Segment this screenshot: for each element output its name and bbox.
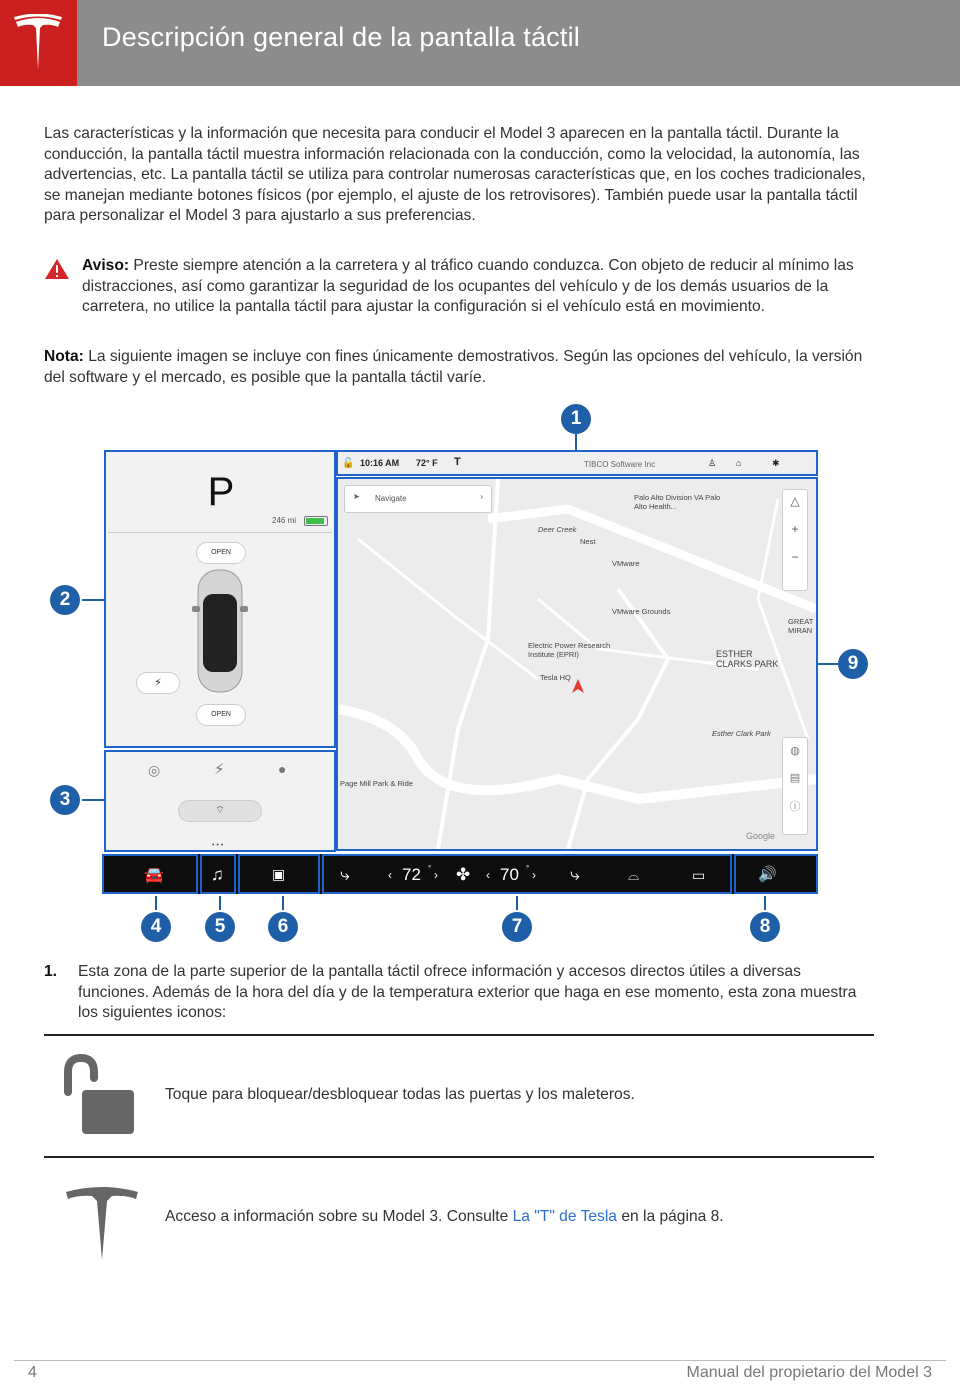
map-label: Tesla HQ bbox=[540, 673, 571, 682]
unlock-icon bbox=[62, 1054, 138, 1136]
map-label: VMware bbox=[612, 559, 640, 568]
homelink-icon: ⌂ bbox=[736, 458, 742, 468]
navigate-arrow-icon: ➤ bbox=[353, 492, 360, 501]
tesla-logo bbox=[0, 0, 77, 86]
music-icon: ♫ bbox=[211, 865, 224, 884]
navigate-label: Navigate bbox=[375, 494, 407, 503]
tesla-t-icon bbox=[64, 1186, 140, 1262]
callout-5: 5 bbox=[205, 912, 235, 942]
map-label: VMware Grounds bbox=[612, 607, 671, 616]
tesla-t-link[interactable]: La "T" de Tesla bbox=[512, 1208, 617, 1225]
warning-block bbox=[44, 256, 874, 318]
note-label: Nota: bbox=[44, 348, 84, 365]
map-label: Electric Power Research Institute (EPRI) bbox=[528, 641, 611, 659]
list-text: Esta zona de la parte superior de la pantalla táctil ofrece información y accesos directos útiles a diversas funciones. Además de la hora del día y de la temperatura exterior que haga en ese momento, esta zona muestra los siguientes iconos: bbox=[78, 963, 857, 1021]
callout-1: 1 bbox=[561, 404, 591, 434]
frunk-open-button: OPEN bbox=[196, 542, 246, 564]
climate-controls: ⤷ ‹ 72 ° › ✤ ‹ 70 ° › ⤷ ⌓ ▭ bbox=[322, 854, 732, 894]
globe-icon: ◍ bbox=[790, 745, 800, 757]
app-launcher-button bbox=[238, 854, 320, 894]
intro-paragraph: Las características y la información que necesita para conducir el Model 3 aparecen en la pantalla táctil. Durante la conducción, la pantalla táctil muestra información relacionada con la conducción, como la velocidad, la autonomía, las advertencias, etc. La pantalla táctil se utiliza para controlar numerosas características que, en los coches tradicionales, se manejan mediante botones físicos (por ejemplo, el ajuste de los retrovisores). También puede usar la pantalla táctil para personalizar el Model 3 para ajustarlo a sus preferencias. bbox=[44, 125, 866, 224]
table-row: Toque para bloquear/desbloquear todas las puertas y los maleteros. bbox=[165, 1086, 635, 1103]
map-label: Palo Alto Division VA Palo Alto Health... bbox=[634, 493, 721, 511]
note-text: La siguiente imagen se incluye con fines únicamente demostrativos. Según las opciones del vehículo, la versión del software y el mercado, es posible que la pantalla táctil varíe. bbox=[44, 348, 863, 386]
navigate-search-box bbox=[344, 485, 492, 513]
page-dots: • • • bbox=[212, 842, 224, 849]
note-paragraph bbox=[44, 347, 874, 388]
volume-icon: 🔊 bbox=[758, 866, 777, 883]
bluetooth-icon: ✱ bbox=[772, 458, 780, 468]
traffic-icon: ▤ bbox=[789, 772, 801, 784]
bottom-bar bbox=[102, 854, 818, 894]
charge-port-button: ⚡ bbox=[136, 672, 180, 694]
lock-icon: 🔓 bbox=[342, 458, 355, 469]
page-title: Descripción general de la pantalla táctil bbox=[102, 22, 580, 52]
map-options bbox=[782, 737, 808, 835]
car-icon: 🚘 bbox=[144, 867, 164, 884]
list-item bbox=[44, 962, 874, 1024]
info-icon: ⓘ bbox=[789, 801, 801, 813]
map-label: Nest bbox=[580, 537, 596, 546]
callout-2: 2 bbox=[50, 585, 80, 615]
callout-4: 4 bbox=[141, 912, 171, 942]
fan-icon: ✤ bbox=[456, 865, 471, 884]
range-readout: 246 mi bbox=[272, 516, 297, 525]
front-defrost-icon: ⌓ bbox=[628, 867, 640, 883]
media-button bbox=[200, 854, 236, 894]
map-label: GREAT MIRAN bbox=[788, 617, 814, 635]
status-temp: 72° F bbox=[416, 458, 438, 468]
tesla-logo-icon bbox=[12, 14, 64, 72]
tesla-t-icon: T bbox=[454, 456, 461, 468]
chevron-right-icon: › bbox=[480, 492, 483, 501]
callout-9: 9 bbox=[838, 649, 868, 679]
rear-defrost-icon: ▭ bbox=[692, 867, 706, 883]
gear-indicator: P bbox=[207, 470, 235, 514]
warning-text: Preste siempre atención a la carretera y al tráfico cuando conduzca. Con objeto de reducir al mínimo las distracciones, así como garantizar la seguridad de los ocupantes del vehículo y de los demás usuarios de la carretera, no utilice la pantalla táctil para ajustar la configuración si el vehículo está en movimiento. bbox=[82, 257, 854, 315]
driver-profile-icon: ♙ bbox=[708, 458, 717, 468]
driver-temp: 72 bbox=[402, 865, 421, 884]
table-row: Acceso a información sobre su Model 3. Consulte La "T" de Tesla en la página 8. bbox=[165, 1208, 724, 1225]
manual-title: Manual del propietario del Model 3 bbox=[686, 1364, 932, 1381]
map-label: Deer Creek bbox=[538, 525, 577, 534]
status-bar bbox=[336, 450, 818, 476]
map-label: Esther Clark Park bbox=[712, 729, 771, 738]
volume-control bbox=[734, 854, 818, 894]
passenger-seat-heater-icon: ⤷ bbox=[570, 865, 580, 884]
map-view bbox=[336, 477, 818, 851]
map-label: Google bbox=[746, 831, 776, 841]
page-header bbox=[0, 0, 960, 86]
wiper-button: ⌔ bbox=[178, 800, 262, 822]
car-button bbox=[102, 854, 198, 894]
car-status-panel bbox=[104, 450, 336, 748]
warning-label: Aviso: bbox=[82, 257, 130, 274]
callout-8: 8 bbox=[750, 912, 780, 942]
car-topview-icon bbox=[192, 566, 248, 696]
status-time: 10:16 AM bbox=[360, 458, 400, 468]
seat-heater-icon: ⤷ bbox=[340, 865, 350, 884]
app-icon: ▣ bbox=[272, 866, 286, 882]
zoom-in-icon: + bbox=[791, 522, 799, 536]
cards-panel bbox=[104, 750, 336, 852]
autopilot-icon: ◎ bbox=[148, 762, 161, 778]
charging-icon: ⚡ bbox=[214, 761, 225, 778]
page-number: 4 bbox=[28, 1364, 37, 1381]
footer-divider bbox=[14, 1360, 946, 1361]
map-label: ESTHER CLARKS PARK bbox=[716, 649, 779, 669]
map-zoom-controls bbox=[782, 489, 808, 591]
callout-6: 6 bbox=[268, 912, 298, 942]
microphone-icon: ● bbox=[278, 761, 287, 777]
table-divider bbox=[44, 1034, 874, 1036]
compass-icon: △ bbox=[790, 494, 800, 508]
status-location: TIBCO Software Inc bbox=[584, 460, 656, 469]
map-label: Page Mill Park & Ride bbox=[340, 779, 413, 788]
table-divider bbox=[44, 1156, 874, 1158]
callout-7: 7 bbox=[502, 912, 532, 942]
trunk-open-button: OPEN bbox=[196, 704, 246, 726]
battery-icon bbox=[304, 516, 328, 526]
zoom-out-icon: − bbox=[791, 550, 799, 564]
passenger-temp: 70 bbox=[500, 865, 519, 884]
callout-3: 3 bbox=[50, 785, 80, 815]
warning-icon bbox=[44, 258, 70, 280]
list-number: 1. bbox=[44, 963, 58, 980]
